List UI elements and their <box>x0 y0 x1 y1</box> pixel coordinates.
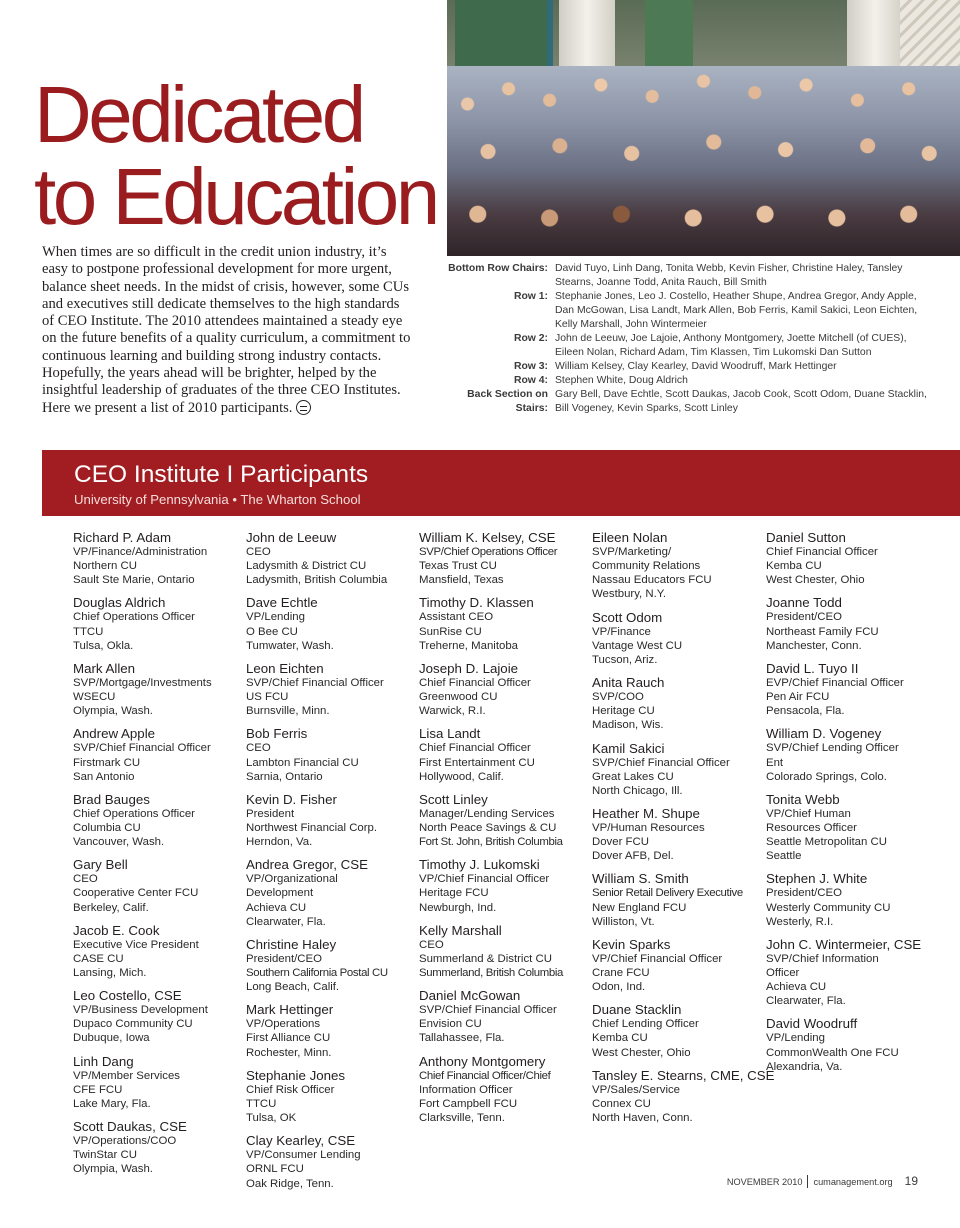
caption-label: Bottom Row Chairs: <box>448 263 548 274</box>
participant-name: Douglas Aldrich <box>73 595 166 611</box>
participant-entry <box>246 937 418 994</box>
participant-name: Mark Allen <box>73 660 136 676</box>
participant-detail: Mansfield, Texas <box>419 574 504 587</box>
participant-detail: Manchester, Conn. <box>766 639 862 652</box>
participant-entry <box>766 530 938 587</box>
participant-name: Kamil Sakici <box>592 740 665 756</box>
participant-detail: Newburgh, Ind. <box>419 901 497 914</box>
participant-detail: Alexandria, Va. <box>766 1060 843 1073</box>
participant-entry <box>246 661 418 718</box>
participant-detail: VP/Finance <box>592 625 651 638</box>
participant-detail: Summerland & District CU <box>419 952 552 965</box>
participant-detail: Executive Vice President <box>73 938 199 951</box>
participant-detail: Great Lakes CU <box>592 770 674 783</box>
intro-text: When times are so difficult in the credit union industry, it’s easy to postpone professional development for more urgent, balance sheet needs. In the midst of crisis, however, some CUs and executives still dedicate themselves to the high standards of CEO Institute. The 2010 attendees maintained a steady eye on the future benefits of a quality curriculum, a commitment to continuous learning and building strong industry contacts. Hopefully, the years ahead will be brighter, helped by the insightful leadership of graduates of the three CEO Institutes. Here we present a list of 2010 participants. <box>42 244 411 416</box>
participant-detail: Westerly, R.I. <box>766 915 834 928</box>
participant-name: Stephen J. White <box>766 871 868 887</box>
participant-detail: Sault Ste Marie, Ontario <box>73 574 195 587</box>
participant-detail: Heritage FCU <box>419 887 489 900</box>
participant-detail: Olympia, Wash. <box>73 705 153 718</box>
participant-name: William D. Vogeney <box>766 726 882 742</box>
participant-entry <box>246 857 418 928</box>
participant-detail: West Chester, Ohio <box>766 574 865 587</box>
participant-detail: Ladysmith & District CU <box>246 560 367 573</box>
participant-detail: Information Officer <box>419 1083 513 1096</box>
participant-entry <box>246 792 418 849</box>
participant-name: Scott Odom <box>592 609 663 625</box>
caption-label: Back Section on Stairs: <box>467 389 548 414</box>
participant-detail: Chief Financial Officer/Chief <box>419 1069 551 1082</box>
participant-detail: VP/Operations <box>246 1018 321 1031</box>
participant-entry <box>73 857 245 914</box>
participant-detail: WSECU <box>73 691 116 704</box>
participant-detail: Firstmark CU <box>73 756 141 769</box>
caption-row <box>447 360 960 374</box>
participant-detail: Treherne, Manitoba <box>419 639 518 652</box>
participant-detail: Madison, Wis. <box>592 719 664 732</box>
participant-detail: SVP/Mortgage/Investments <box>73 676 212 689</box>
participant-detail: Assistant CEO <box>419 611 494 624</box>
participant-detail: President/CEO <box>766 887 842 900</box>
participant-name: Timothy J. Lukomski <box>419 857 540 873</box>
participant-detail: VP/Consumer Lending <box>246 1149 361 1162</box>
participant-detail: Lambton Financial CU <box>246 756 359 769</box>
participant-detail: SVP/COO <box>592 691 644 704</box>
participant-detail: Berkeley, Calif. <box>73 901 149 914</box>
participant-name: Scott Linley <box>419 791 488 807</box>
caption-row <box>447 262 960 290</box>
participant-detail: Ladysmith, British Columbia <box>246 574 388 587</box>
participant-detail: Southern California Postal CU <box>246 967 388 979</box>
participant-detail: CEO <box>246 742 271 755</box>
participant-detail: SVP/Chief Lending Officer <box>766 742 899 755</box>
participant-name: Clay Kearley, CSE <box>246 1133 356 1149</box>
caption-label: Row 2: <box>513 333 548 344</box>
participant-detail: Chief Operations Officer <box>73 807 195 820</box>
participant-detail: First Entertainment CU <box>419 756 535 769</box>
participant-entry <box>592 1067 775 1125</box>
participant-name: Tonita Webb <box>766 791 840 807</box>
participant-detail: Northwest Financial Corp. <box>246 821 378 834</box>
participant-name: Tansley E. Stearns, CME, CSE <box>592 1067 775 1083</box>
intro-paragraph <box>42 244 414 417</box>
participant-name: Joanne Todd <box>766 595 842 611</box>
participant-detail: SVP/Marketing/ <box>592 546 672 558</box>
participant-detail: Greenwood CU <box>419 691 498 704</box>
participant-entry <box>766 792 938 863</box>
participant-entry <box>419 1054 591 1125</box>
participant-detail: Manager/Lending Services <box>419 807 555 820</box>
participant-detail: SVP/Chief Financial Officer <box>592 756 730 769</box>
participant-entry <box>73 792 245 849</box>
participant-entry <box>766 1016 938 1073</box>
participant-detail: Dubuque, Iowa <box>73 1032 150 1045</box>
section-banner <box>42 450 960 516</box>
caption-names: Stephanie Jones, Leo J. Costello, Heather Shupe, Andrea Gregor, Andy Apple, Dan McGowan, Lisa Landt, Mark Allen, Bob Ferris, Kamil Sakici, Leon Eichten, Kelly Marshall, John Wintermeier <box>555 291 918 330</box>
participant-detail: Achieva CU <box>766 981 827 994</box>
participant-detail: SVP/Chief Financial Officer <box>73 742 211 755</box>
participant-detail: CEO <box>246 546 271 558</box>
group-photo <box>447 0 960 256</box>
participant-detail: Colorado Springs, Colo. <box>766 770 887 783</box>
participant-name: Kevin D. Fisher <box>246 791 337 807</box>
participant-detail: Clearwater, Fla. <box>246 915 326 928</box>
participant-detail: Chief Financial Officer <box>419 742 531 755</box>
participant-detail: Seattle <box>766 850 802 863</box>
participant-entry <box>592 530 764 601</box>
participant-entry <box>246 1002 418 1059</box>
participant-detail: SVP/Chief Information <box>766 952 879 965</box>
participant-detail: Chief Lending Officer <box>592 1018 699 1031</box>
participants-column-3 <box>419 530 591 1133</box>
participant-detail: West Chester, Ohio <box>592 1046 691 1059</box>
participant-name: Christine Haley <box>246 936 337 952</box>
participant-entry <box>592 1002 764 1059</box>
participant-detail: Herndon, Va. <box>246 836 313 849</box>
participant-detail: Pensacola, Fla. <box>766 705 845 718</box>
participant-name: John de Leeuw <box>246 530 337 545</box>
caption-names: Stephen White, Doug Aldrich <box>555 375 688 386</box>
participant-detail: Kemba CU <box>592 1032 648 1045</box>
participant-detail: Fort Campbell FCU <box>419 1097 518 1110</box>
participant-detail: Olympia, Wash. <box>73 1163 153 1176</box>
participant-entry <box>766 661 938 718</box>
participant-detail: CEO <box>73 873 98 886</box>
participant-name: Kevin Sparks <box>592 936 671 952</box>
participant-entry <box>246 1068 418 1125</box>
participant-detail: San Antonio <box>73 770 135 783</box>
footer-site: cumanagement.org <box>813 1177 893 1187</box>
participant-detail: North Peace Savings & CU <box>419 821 557 834</box>
participant-entry <box>419 923 591 980</box>
participant-detail: Community Relations <box>592 560 701 573</box>
participant-entry <box>419 530 591 587</box>
participant-detail: Chief Financial Officer <box>419 676 531 689</box>
participant-detail: CommonWealth One FCU <box>766 1046 899 1059</box>
participant-name: Anita Rauch <box>592 675 665 691</box>
participant-name: William K. Kelsey, CSE <box>419 530 556 545</box>
participant-detail: President/CEO <box>766 611 842 624</box>
participant-detail: TTCU <box>246 1097 277 1110</box>
participant-name: David L. Tuyo II <box>766 660 859 676</box>
participant-detail: Ent <box>766 756 784 769</box>
participant-entry <box>592 610 764 667</box>
participant-detail: CFE FCU <box>73 1083 123 1096</box>
participant-detail: VP/Finance/Administration <box>73 546 208 558</box>
footer-divider <box>807 1175 808 1188</box>
participant-detail: Northern CU <box>73 560 137 573</box>
participant-detail: VP/Chief Financial Officer <box>419 873 550 886</box>
participant-detail: Chief Financial Officer <box>766 546 878 558</box>
participant-name: Stephanie Jones <box>246 1067 346 1083</box>
participant-detail: Development <box>246 887 314 900</box>
participant-detail: VP/Organizational <box>246 873 338 886</box>
participant-name: William S. Smith <box>592 871 689 887</box>
participant-detail: US FCU <box>246 691 289 704</box>
participant-name: Leo Costello, CSE <box>73 988 182 1004</box>
participant-detail: VP/Lending <box>766 1032 825 1045</box>
participant-entry <box>766 595 938 652</box>
participant-detail: CASE CU <box>73 952 124 965</box>
participant-entry <box>419 792 591 849</box>
participant-detail: Dupaco Community CU <box>73 1018 193 1031</box>
participant-entry <box>766 937 938 1008</box>
participant-entry <box>246 1133 418 1190</box>
participant-detail: First Alliance CU <box>246 1032 331 1045</box>
participant-name: Andrea Gregor, CSE <box>246 857 368 873</box>
participant-detail: Dover FCU <box>592 836 649 849</box>
participant-entry <box>73 1119 245 1176</box>
participant-entry <box>73 726 245 783</box>
participant-detail: VP/Chief Financial Officer <box>592 952 723 965</box>
participant-detail: VP/Chief Human <box>766 807 851 820</box>
participant-name: Linh Dang <box>73 1053 134 1069</box>
participant-detail: Rochester, Minn. <box>246 1046 332 1059</box>
participant-name: Heather M. Shupe <box>592 805 700 821</box>
participant-name: John C. Wintermeier, CSE <box>766 936 922 952</box>
participant-detail: Heritage CU <box>592 705 655 718</box>
participant-detail: Fort St. John, British Columbia <box>419 836 563 849</box>
participant-entry <box>766 726 938 783</box>
participant-detail: TTCU <box>73 625 104 638</box>
participant-detail: Clearwater, Fla. <box>766 995 846 1008</box>
participant-detail: Lansing, Mich. <box>73 967 147 979</box>
participant-detail: Resources Officer <box>766 821 857 834</box>
caption-row <box>447 332 960 360</box>
participant-detail: VP/Business Development <box>73 1004 208 1017</box>
photo-caption <box>447 262 960 416</box>
participant-detail: Tulsa, Okla. <box>73 639 134 652</box>
participant-name: Andrew Apple <box>73 726 156 742</box>
participant-detail: ORNL FCU <box>246 1163 304 1176</box>
participant-detail: Tumwater, Wash. <box>246 639 334 652</box>
participant-detail: VP/Lending <box>246 611 305 624</box>
participants-column-1 <box>73 530 245 1185</box>
participant-detail: Sarnia, Ontario <box>246 770 323 783</box>
end-mark-icon <box>296 400 311 415</box>
caption-row <box>447 374 960 388</box>
participant-entry <box>419 595 591 652</box>
participant-detail: Tulsa, OK <box>246 1112 297 1125</box>
participant-detail: VP/Sales/Service <box>592 1083 680 1096</box>
participant-name: David Woodruff <box>766 1016 858 1032</box>
caption-names: William Kelsey, Clay Kearley, David Woodruff, Mark Hettinger <box>555 361 837 372</box>
participant-entry <box>766 871 938 928</box>
participant-detail: Odon, Ind. <box>592 981 646 994</box>
caption-names: John de Leeuw, Joe Lajoie, Anthony Montgomery, Joette Mitchell (of CUES), Eileen Nolan, Richard Adam, Tim Klassen, Tim Lukomski Dan Sutton <box>555 333 907 358</box>
participant-detail: Officer <box>766 967 800 979</box>
participant-entry <box>592 675 764 732</box>
participant-detail: Long Beach, Calif. <box>246 981 340 994</box>
participant-detail: Hollywood, Calif. <box>419 770 504 783</box>
participant-entry <box>73 923 245 980</box>
photo-group-of-people <box>447 66 960 256</box>
participant-name: Lisa Landt <box>419 726 481 742</box>
participant-detail: Chief Risk Officer <box>246 1083 335 1096</box>
participant-detail: VP/Member Services <box>73 1069 180 1082</box>
participant-detail: Envision CU <box>419 1018 482 1031</box>
participant-name: Anthony Montgomery <box>419 1053 546 1069</box>
participant-name: Brad Bauges <box>73 791 150 807</box>
participant-detail: Kemba CU <box>766 560 822 573</box>
participant-detail: VP/Human Resources <box>592 821 705 834</box>
participant-detail: EVP/Chief Financial Officer <box>766 676 904 689</box>
footer-issue: NOVEMBER 2010 <box>726 1177 803 1187</box>
title-line-2: to Education <box>34 152 437 241</box>
participant-entry <box>73 530 245 587</box>
participant-detail: Dover AFB, Del. <box>592 850 674 863</box>
caption-label: Row 3: <box>513 361 548 372</box>
participant-detail: Nassau Educators FCU <box>592 574 712 587</box>
participant-detail: Williston, Vt. <box>592 915 655 928</box>
participant-entry <box>419 726 591 783</box>
participant-entry <box>592 871 764 928</box>
participant-name: Dave Echtle <box>246 595 318 611</box>
participant-detail: President <box>246 807 295 820</box>
participant-name: Gary Bell <box>73 857 128 873</box>
participant-detail: Clarksville, Tenn. <box>419 1112 505 1125</box>
banner-subtitle: University of Pennsylvania • The Wharton School <box>74 492 361 507</box>
participant-entry <box>246 726 418 783</box>
participant-detail: VP/Operations/COO <box>73 1135 177 1148</box>
participant-detail: SVP/Chief Financial Officer <box>419 1004 557 1017</box>
participant-name: Jacob E. Cook <box>73 922 160 938</box>
participant-detail: Connex CU <box>592 1097 651 1110</box>
participant-entry <box>419 661 591 718</box>
participant-entry <box>246 530 418 587</box>
participant-entry <box>592 806 764 863</box>
participant-detail: Columbia CU <box>73 821 141 834</box>
participant-detail: Chief Operations Officer <box>73 611 195 624</box>
participant-detail: Tucson, Ariz. <box>592 653 658 666</box>
participant-detail: Seattle Metropolitan CU <box>766 836 887 849</box>
participant-detail: Crane FCU <box>592 967 650 979</box>
participant-detail: Westbury, N.Y. <box>592 588 667 601</box>
participant-entry <box>419 857 591 914</box>
participant-name: Timothy D. Klassen <box>419 595 534 611</box>
participant-detail: Vantage West CU <box>592 639 683 652</box>
caption-names: Gary Bell, Dave Echtle, Scott Daukas, Jacob Cook, Scott Odom, Duane Stacklin, Bill Vogeney, Kevin Sparks, Scott Linley <box>555 389 927 414</box>
participant-detail: Burnsville, Minn. <box>246 705 330 718</box>
participant-detail: North Chicago, Ill. <box>592 784 683 797</box>
participant-detail: New England FCU <box>592 901 687 914</box>
page-number: 19 <box>904 1174 918 1188</box>
caption-label: Row 4: <box>513 375 548 386</box>
participant-detail: Texas Trust CU <box>419 560 497 573</box>
participant-detail: SVP/Chief Operations Officer <box>419 546 558 558</box>
participant-entry <box>246 595 418 652</box>
participant-name: Leon Eichten <box>246 660 324 676</box>
participants-list <box>73 530 960 1190</box>
participant-detail: Vancouver, Wash. <box>73 836 165 849</box>
caption-names: David Tuyo, Linh Dang, Tonita Webb, Kevin Fisher, Christine Haley, Tansley Stearns, Joanne Todd, Anita Rauch, Bill Smith <box>555 263 903 288</box>
page-footer <box>727 1173 918 1190</box>
caption-label: Row 1: <box>513 291 548 302</box>
banner-title: CEO Institute I Participants <box>74 461 369 488</box>
participant-name: Joseph D. Lajoie <box>419 660 519 676</box>
participant-detail: Northeast Family FCU <box>766 625 879 638</box>
participant-name: Eileen Nolan <box>592 530 668 545</box>
participant-detail: President/CEO <box>246 952 322 965</box>
participant-detail: SunRise CU <box>419 625 482 638</box>
photo-window-2 <box>645 0 693 70</box>
participant-detail: Achieva CU <box>246 901 307 914</box>
caption-row <box>447 290 960 332</box>
participant-detail: Westerly Community CU <box>766 901 891 914</box>
participant-entry <box>592 937 764 994</box>
participant-name: Mark Hettinger <box>246 1002 334 1018</box>
participant-name: Richard P. Adam <box>73 530 172 545</box>
article-title <box>34 70 437 241</box>
participant-name: Duane Stacklin <box>592 1002 682 1018</box>
participant-detail: Lake Mary, Fla. <box>73 1097 151 1110</box>
participant-detail: North Haven, Conn. <box>592 1112 693 1125</box>
participant-detail: SVP/Chief Financial Officer <box>246 676 384 689</box>
participant-detail: Tallahassee, Fla. <box>419 1032 505 1045</box>
participant-entry <box>73 661 245 718</box>
participant-name: Daniel Sutton <box>766 530 846 545</box>
participant-name: Scott Daukas, CSE <box>73 1119 187 1135</box>
participant-name: Bob Ferris <box>246 726 308 742</box>
caption-row <box>447 388 960 416</box>
participant-entry <box>73 1054 245 1111</box>
participant-detail: O Bee CU <box>246 625 298 638</box>
participant-detail: Cooperative Center FCU <box>73 887 199 900</box>
participant-detail: Senior Retail Delivery Executive <box>592 887 743 900</box>
title-line-1: Dedicated <box>34 70 363 159</box>
participant-name: Kelly Marshall <box>419 922 502 938</box>
participants-column-2 <box>246 530 418 1199</box>
participant-entry <box>73 988 245 1045</box>
participant-detail: Pen Air FCU <box>766 691 830 704</box>
participant-name: Daniel McGowan <box>419 988 521 1004</box>
participant-detail: CEO <box>419 938 444 951</box>
participant-entry <box>73 595 245 652</box>
participants-column-5 <box>766 530 938 1082</box>
participant-detail: Summerland, British Columbia <box>419 967 564 979</box>
participant-entry <box>592 741 764 798</box>
participant-detail: Oak Ridge, Tenn. <box>246 1177 334 1190</box>
participant-entry <box>419 988 591 1045</box>
participant-detail: Warwick, R.I. <box>419 705 486 718</box>
participant-detail: TwinStar CU <box>73 1149 137 1162</box>
